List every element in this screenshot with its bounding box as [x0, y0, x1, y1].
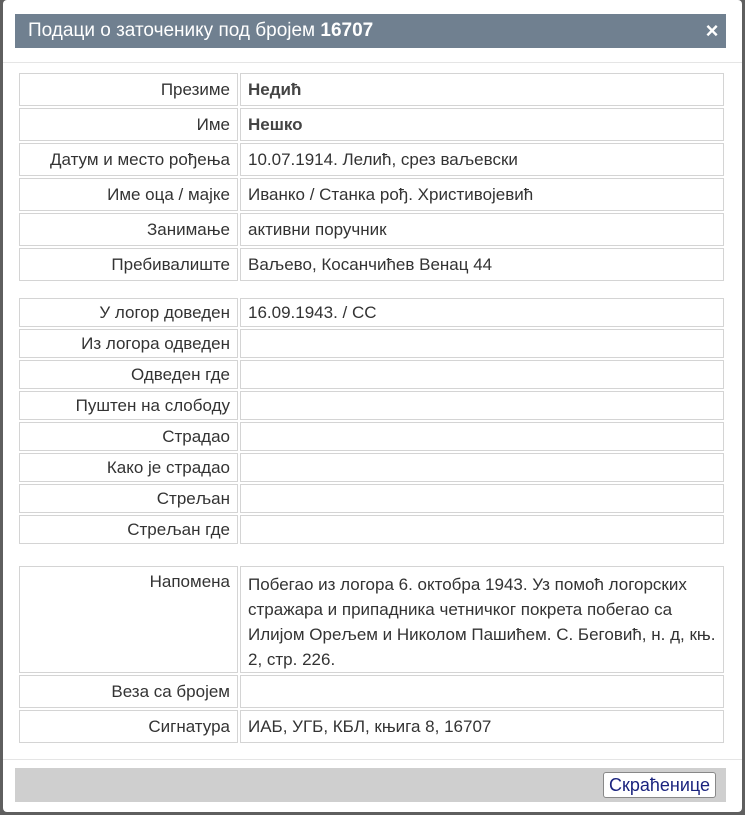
dialog-titlebar[interactable]	[15, 14, 726, 48]
arrival-value: 16.09.1943. / СС	[240, 298, 724, 327]
note-value: Побегао из логора 6. октобра 1943. Уз помоћ логорских стражара и припадника четничког покрета побегао са Илијом Орељем и Николом Пашићем. С. Беговић, н. д, књ. 2, стр. 226.	[240, 566, 724, 673]
field-label: Како је страдао	[19, 453, 238, 482]
field-label: Напомена	[19, 566, 238, 673]
table-row	[19, 391, 724, 420]
table-row	[19, 248, 724, 281]
table-row	[19, 566, 724, 673]
perished-value	[240, 422, 724, 451]
abbreviations-button[interactable]: Скраћенице	[603, 772, 716, 798]
table-row	[19, 453, 724, 482]
field-label: Занимање	[19, 213, 238, 246]
released-value	[240, 391, 724, 420]
shot-where-value	[240, 515, 724, 544]
table-row	[19, 73, 724, 106]
field-label: Пребивалиште	[19, 248, 238, 281]
dialog-footer	[15, 768, 726, 802]
name-value: Нешко	[240, 108, 724, 141]
field-label: Веза са бројем	[19, 675, 238, 708]
birth-value: 10.07.1914. Лелић, срез ваљевски	[240, 143, 724, 176]
field-label: Сигнатура	[19, 710, 238, 743]
signature-value: ИАБ, УГБ, КБЛ, књига 8, 16707	[240, 710, 724, 743]
field-label: Датум и место рођења	[19, 143, 238, 176]
field-label: Стрељан где	[19, 515, 238, 544]
camp-info-table	[17, 296, 726, 546]
close-icon[interactable]: ×	[705, 18, 719, 43]
field-label: Страдао	[19, 422, 238, 451]
linked-number-value	[240, 675, 724, 708]
field-label: Стрељан	[19, 484, 238, 513]
field-label: Име	[19, 108, 238, 141]
residence-value: Ваљево, Косанчићев Венац 44	[240, 248, 724, 281]
parents-value: Иванко / Станка рођ. Христивојевић	[240, 178, 724, 211]
table-row	[19, 213, 724, 246]
notes-table	[17, 564, 726, 745]
table-row	[19, 360, 724, 389]
occupation-value: активни поручник	[240, 213, 724, 246]
personal-info-table	[17, 71, 726, 283]
field-label: Пуштен на слободу	[19, 391, 238, 420]
taken-from-value	[240, 329, 724, 358]
table-row	[19, 484, 724, 513]
field-label: Из логора одведен	[19, 329, 238, 358]
table-row	[19, 710, 724, 743]
table-row	[19, 143, 724, 176]
field-label: У логор доведен	[19, 298, 238, 327]
shot-value	[240, 484, 724, 513]
prisoner-dialog	[3, 0, 742, 812]
prisoner-number: 16707	[320, 20, 374, 41]
taken-where-value	[240, 360, 724, 389]
table-row	[19, 108, 724, 141]
table-row	[19, 298, 724, 327]
dialog-title: Подаци о заточенику под бројем 16707	[28, 20, 374, 41]
divider	[3, 759, 742, 760]
field-label: Презиме	[19, 73, 238, 106]
table-row	[19, 515, 724, 544]
how-perished-value	[240, 453, 724, 482]
surname-value: Недић	[240, 73, 724, 106]
table-row	[19, 422, 724, 451]
field-label: Одведен где	[19, 360, 238, 389]
table-row	[19, 178, 724, 211]
field-label: Име оца / мајке	[19, 178, 238, 211]
table-row	[19, 329, 724, 358]
divider	[3, 62, 742, 63]
table-row	[19, 675, 724, 708]
